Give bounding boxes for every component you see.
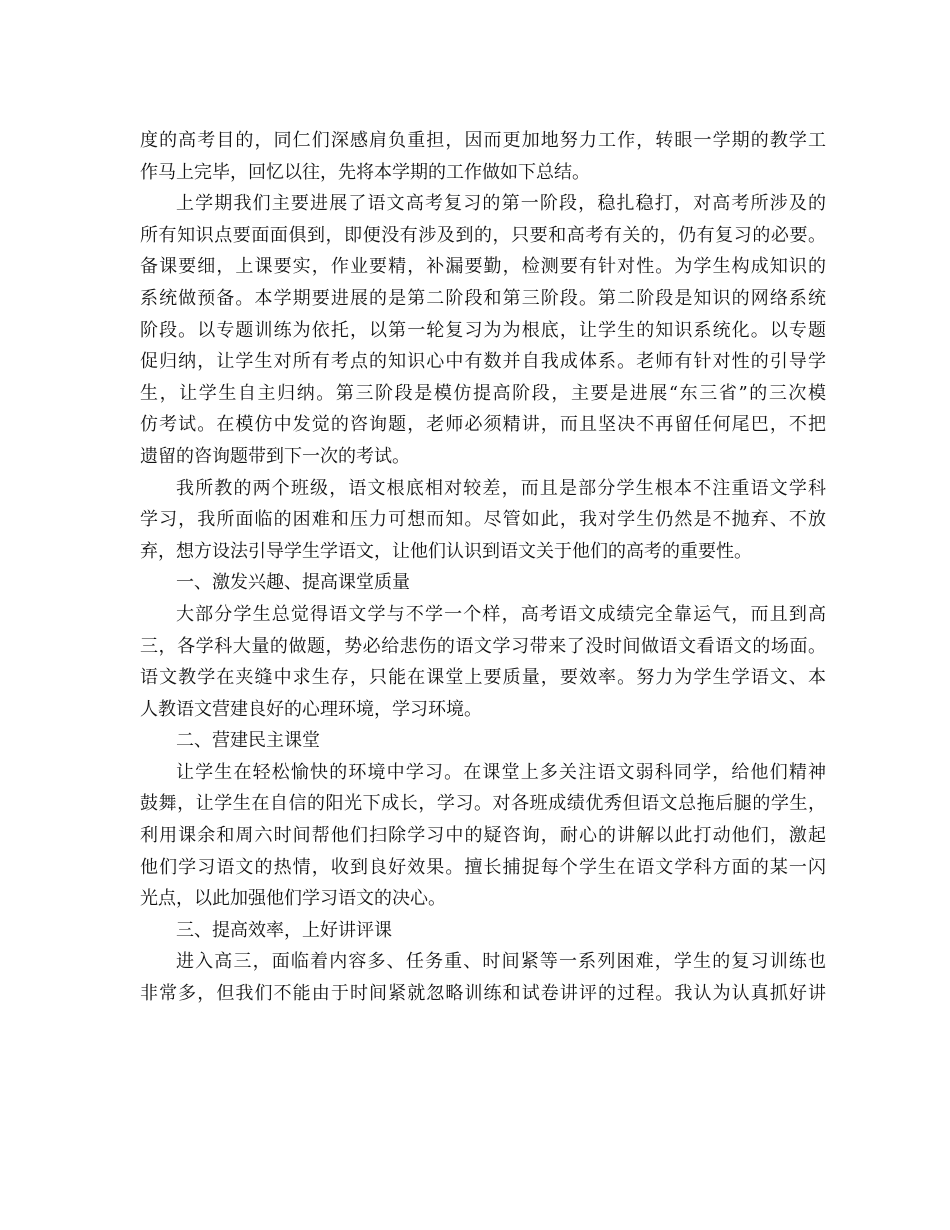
- text-line: 所有知识点要面面俱到，即便没有涉及到的，只要和高考有关的，仍有复习的必要。: [140, 224, 826, 246]
- heading-text: 二、营建民主课堂: [176, 730, 320, 752]
- body-paragraph: [140, 125, 826, 188]
- text-line: 光点，以此加强他们学习语文的决心。: [140, 888, 446, 910]
- text-line: 非常多，但我们不能由于时间紧就忽略训练和试卷讲评的过程。我认为认真抓好讲: [140, 983, 826, 1005]
- text-line: 促归纳，让学生对所有考点的知识心中有数并自我成体系。老师有针对性的引导学: [140, 351, 826, 373]
- text-line: 备课要细，上课要实，作业要精，补漏要勤，检测要有针对性。为学生构成知识的: [140, 256, 826, 278]
- text-line: 大部分学生总觉得语文学与不学一个样，高考语文成绩完全靠运气，而且到高: [176, 603, 826, 625]
- body-paragraph: [140, 757, 826, 915]
- body-paragraph: [140, 946, 826, 1009]
- text-line: 我所教的两个班级，语文根底相对较差，而且是部分学生根本不注重语文学科: [176, 477, 826, 499]
- text-line: 弃，想方设法引导学生学语文，让他们认识到语文关于他们的高考的重要性。: [140, 540, 752, 562]
- body-paragraph: [140, 188, 826, 472]
- body-paragraph: [140, 599, 826, 725]
- text-line: 仿考试。在模仿中发觉的咨询题，老师必须精讲，而且坚决不再留任何尾巴，不把: [140, 414, 826, 436]
- document-body: [140, 125, 826, 1010]
- text-line: 生，让学生自主归纳。第三阶段是模仿提高阶段，主要是进展“东三省”的三次模: [140, 382, 826, 404]
- text-line: 进入高三，面临着内容多、任务重、时间紧等一系列困难，学生的复习训练也: [176, 951, 826, 973]
- text-line: 上学期我们主要进展了语文高考复习的第一阶段，稳扎稳打，对高考所涉及的: [176, 193, 826, 215]
- text-line: 作马上完毕，回忆以往，先将本学期的工作做如下总结。: [140, 161, 590, 183]
- text-line: 遗留的咨询题带到下一次的考试。: [140, 445, 410, 467]
- text-line: 阶段。以专题训练为依托，以第一轮复习为为根底，让学生的知识系统化。以专题: [140, 319, 826, 341]
- text-line: 鼓舞，让学生在自信的阳光下成长，学习。对各班成绩优秀但语文总拖后腿的学生，: [140, 793, 826, 815]
- text-line: 度的高考目的，同仁们深感肩负重担，因而更加地努力工作，转眼一学期的教学工: [140, 130, 826, 151]
- heading-text: 三、提高效率，上好讲评课: [176, 919, 392, 941]
- section-heading: [140, 725, 826, 757]
- text-line: 让学生在轻松愉快的环境中学习。在课堂上多关注语文弱科同学，给他们精神: [176, 761, 826, 783]
- text-line: 语文教学在夹缝中求生存，只能在课堂上要质量，要效率。努力为学生学语文、本: [140, 667, 826, 689]
- body-paragraph: [140, 473, 826, 568]
- text-line: 学习，我所面临的困难和压力可想而知。尽管如此，我对学生仍然是不抛弃、不放: [140, 509, 826, 531]
- text-line: 人教语文营建良好的心理环境，学习环境。: [140, 698, 482, 720]
- text-line: 他们学习语文的热情，收到良好效果。擅长捕捉每个学生在语文学科方面的某一闪: [140, 856, 826, 878]
- heading-text: 一、激发兴趣、提高课堂质量: [176, 572, 410, 594]
- text-line: 系统做预备。本学期要进展的是第二阶段和第三阶段。第二阶段是知识的网络系统: [140, 287, 826, 309]
- section-heading: [140, 567, 826, 599]
- text-line: 三，各学科大量的做题，势必给悲伤的语文学习带来了没时间做语文看语文的场面。: [140, 635, 826, 657]
- section-heading: [140, 915, 826, 947]
- text-line: 利用课余和周六时间帮他们扫除学习中的疑咨询，耐心的讲解以此打动他们，激起: [140, 825, 826, 847]
